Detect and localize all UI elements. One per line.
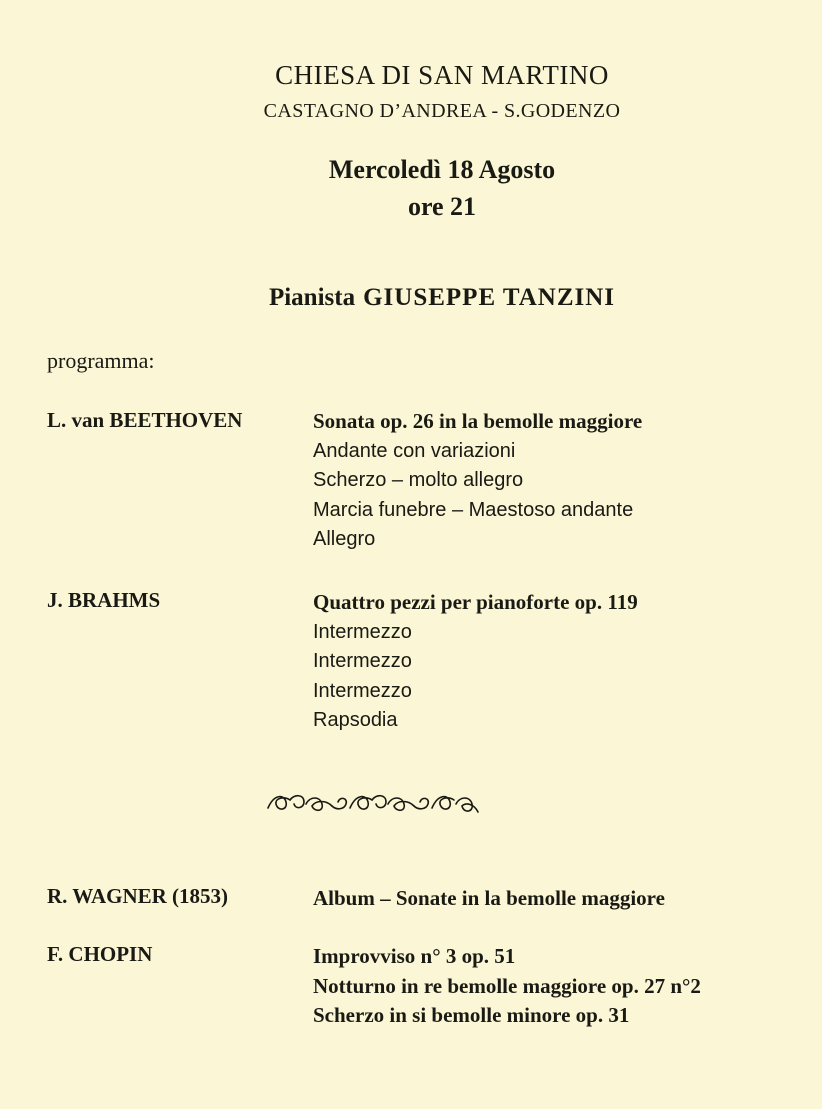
venue-place: CASTAGNO D’ANDREA - S.GODENZO [263,100,621,122]
composer-chopin: F. CHOPIN [47,942,153,966]
works-brahms [313,588,638,736]
performer-line [0,284,822,312]
work-title: Improvviso n° 3 op. 51 [313,944,516,968]
performer-name: GIUSEPPE TANZINI [363,284,616,311]
work-title: Notturno in re bemolle maggiore op. 27 n°2 [313,973,701,998]
movement: Intermezzo [313,620,412,643]
program-label: programma: [47,348,155,373]
composer-beethoven: L. van BEETHOVEN [47,408,243,432]
performer-role: Pianista [268,284,356,311]
movement: Intermezzo [313,650,412,672]
movement: Andante con variazioni [313,439,516,462]
movement: Scherzo – molto allegro [313,469,524,491]
work-title: Scherzo in si bemolle minore op. 31 [313,1003,630,1027]
works-chopin [313,942,701,1031]
work-title: Album – Sonate in la bemolle maggiore [313,886,665,910]
concert-time: ore 21 [407,192,477,221]
work-title: Quattro pezzi per pianoforte op. 119 [313,590,638,614]
movement: Allegro [313,528,376,550]
works-beethoven [313,407,642,555]
decorative-divider-icon [266,790,480,816]
work-title: Sonata op. 26 in la bemolle maggiore [313,409,643,433]
composer-brahms: J. BRAHMS [47,588,161,612]
works-wagner [313,884,665,914]
movement: Marcia funebre – Maestoso andante [313,498,634,521]
movement: Intermezzo [313,679,412,702]
concert-date: Mercoledì 18 Agosto [328,155,556,184]
venue-name: CHIESA DI SAN MARTINO [275,60,609,90]
movement: Rapsodia [313,709,398,731]
composer-wagner: R. WAGNER (1853) [47,884,229,908]
